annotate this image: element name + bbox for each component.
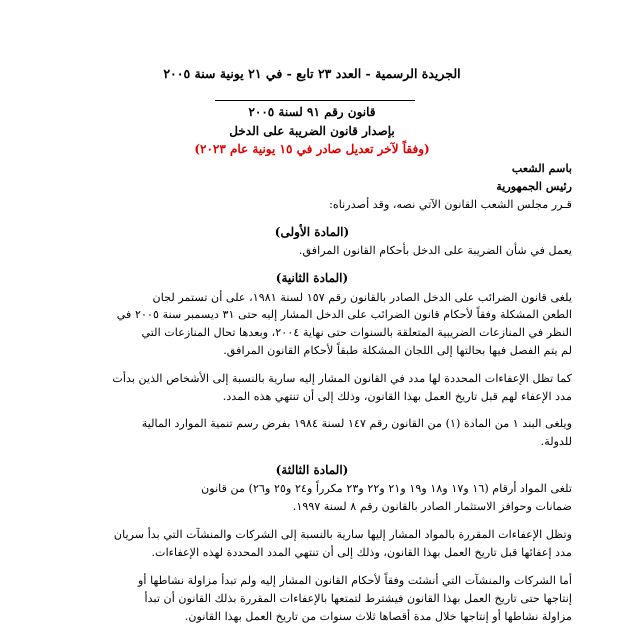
article-2-p1-line: لم يتم الفصل فيها بحالتها إلى اللجان المشكلة طبقاً لأحكام القانون المرافق.	[223, 344, 572, 357]
article-2-p1-line: الطعن المشكلة وفقاً لأحكام قانون الضرائب على الدخل المشار إليه حتى ٣١ ديسمبر سنة ٢٠٠٥ في	[116, 308, 572, 321]
preamble-decree: قـرر مجلس الشعب القانون الآتي نصه، وقد أصدرناه:	[329, 198, 572, 211]
article-1-heading: (المادة الأولى)	[274, 225, 350, 239]
article-1-text: يعمل في شأن الضريبة على الدخل بأحكام القانون المرافق.	[298, 244, 572, 257]
article-2-p1-line: النظر في المنازعات الضريبية المتعلقة بالسنوات حتى نهاية ٢٠٠٤، وبعدها تحال المنازعات التي	[141, 326, 572, 339]
article-3-p3-line: مزاولة نشاطها أو إنتاجها خلال مدة أقصاها ثلاث سنوات من تاريخ العمل بهذا القانون.	[184, 610, 572, 623]
article-3-p3-line: إنتاجها حتى تاريخ العمل بهذا القانون فيشترط لتمتعها بالإعفاءات المقررة بذلك القانون أن تبدأ	[144, 592, 572, 605]
preamble-president: رئيس الجمهورية	[496, 179, 572, 193]
article-2-p3-line: للدولة.	[540, 435, 572, 448]
law-title: قانون رقم ٩١ لسنة ٢٠٠٥	[248, 105, 376, 119]
article-2-p2-line: كما تظل الإعفاءات المحددة لها مدد في القانون المشار إليه سارية بالنسبة إلى الأشخاص الذين بدأت	[112, 372, 572, 385]
amendment-note: (وفقاً لآخر تعديل صادر في ١٥ يونية عام ٢٠٢٣)	[194, 142, 430, 156]
article-2-p1-line: يلغى قانون الضرائب على الدخل الصادر بالقانون رقم ١٥٧ لسنة ١٩٨١، على أن تستمر لجان	[152, 291, 572, 304]
article-3-p2-line: مدد إعفائها قبل تاريخ العمل بهذا القانون، وذلك إلى أن تنتهي المدد المحددة لهذه الإعفاءات.	[151, 546, 572, 559]
article-2-heading: (المادة الثانية)	[275, 271, 349, 285]
law-subject: بإصدار قانون الضريبة على الدخل	[229, 124, 395, 138]
gazette-header: الجريدة الرسمية - العدد ٢٣ تابع - في ٢١ يونية سنة ٢٠٠٥	[163, 66, 461, 81]
article-3-p1-line: تلغى المواد أرقام (١٦ و١٧ و١٨ و١٩ و٢١ و٢٢ و٢٣ مكرراً و٢٤ و٢٥ و٢٦) من قانون	[201, 482, 572, 495]
article-3-p1-line: ضمانات وحوافز الاستثمار الصادر بالقانون رقم ٨ لسنة ١٩٩٧.	[292, 500, 572, 513]
preamble-name-of-people: باسم الشعب	[511, 161, 572, 175]
article-3-heading: (المادة الثالثة)	[275, 463, 349, 477]
article-3-p3-line: أما الشركات والمنشآت التي أنشئت وفقاً لأحكام القانون المشار إليه ولم تبدأ مزاولة نشاطها أو	[138, 574, 572, 587]
article-2-p3-line: ويلغى البند ١ من المادة (١) من القانون رقم ١٤٧ لسنة ١٩٨٤ بفرض رسم تنمية الموارد المالية	[141, 417, 572, 430]
header-rule	[215, 100, 415, 101]
article-3-p2-line: وتظل الإعفاءات المقررة بالمواد المشار إليها سارية بالنسبة إلى الشركات والمنشآت التي بدأ سريان	[113, 528, 572, 541]
article-2-p2-line: مدد الإعفاء لهم قبل تاريخ العمل بهذا القانون، وذلك إلى أن تنتهي هذه المدد.	[222, 390, 572, 403]
